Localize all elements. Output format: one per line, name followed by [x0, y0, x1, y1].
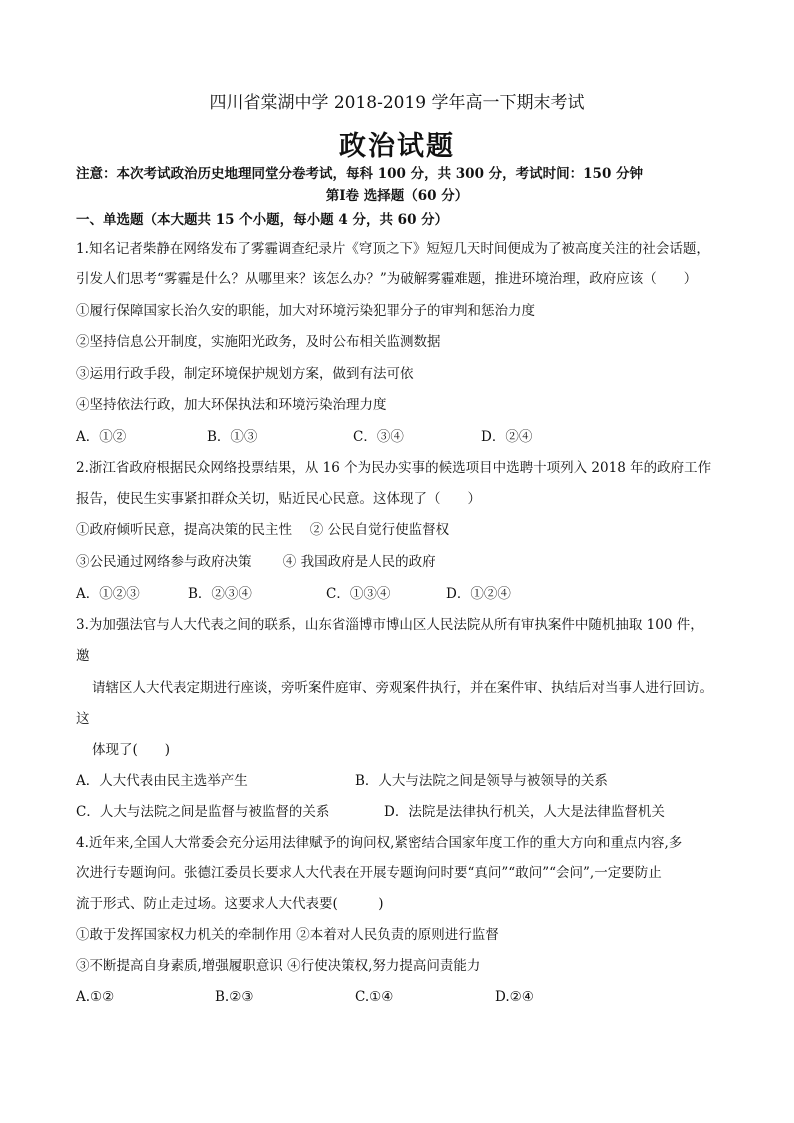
- q2-option-d: D．①②④: [446, 586, 511, 602]
- exam-school-title: 四川省棠湖中学 2018-2019 学年高一下期末考试: [209, 93, 585, 113]
- q1-option-b: B．①③: [207, 429, 258, 445]
- q3-stem-line1-wrap: 邀: [76, 648, 90, 664]
- q1-statement-2: ②坚持信息公开制度，实施阳光政务，及时公布相关监测数据: [76, 334, 441, 350]
- q3-option-d: D．法院是法律执行机关，人大是法律监督机关: [384, 804, 665, 820]
- q2-statements-3-4: ③公民通过网络参与政府决策 ④ 我国政府是人民的政府: [76, 554, 436, 570]
- q3-stem-line1: 3.为加强法官与人大代表之间的联系，山东省淄博市博山区人民法院从所有审执案件中随机抽取 100 件，: [76, 617, 704, 633]
- q4-statements-3-4: ③不断提高自身素质,增强履职意识 ④行使决策权,努力提高问责能力: [76, 958, 481, 974]
- q4-option-a: A.①②: [76, 989, 115, 1005]
- exam-subject-title: 政治试题: [339, 131, 455, 162]
- q2-option-b: B．②③④: [188, 586, 252, 602]
- q3-stem-line3: 体现了( ): [92, 742, 171, 758]
- q1-statement-1: ①履行保障国家长治久安的职能，加大对环境污染犯罪分子的审判和惩治力度: [76, 303, 535, 319]
- q1-statement-4: ④坚持依法行政，加大环保执法和环境污染治理力度: [76, 397, 387, 413]
- q1-option-d: D．②④: [481, 429, 533, 445]
- q1-stem-line1: 1.知名记者柴静在网络发布了雾霾调查纪录片《穹顶之下》短短几天时间便成为了被高度关注的社会话题，: [76, 241, 710, 257]
- q1-statement-3: ③运用行政手段，制定环境保护规划方案，做到有法可依: [76, 366, 414, 382]
- q2-stem-line2: 报告，使民生实事紧扣群众关切，贴近民心民意。这体现了（ ）: [76, 491, 481, 507]
- q3-stem-line2-wrap: 这: [76, 711, 90, 727]
- q1-option-c: C．③④: [353, 429, 404, 445]
- q4-statements-1-2: ①敢于发挥国家权力机关的牵制作用 ②本着对人民负责的原则进行监督: [76, 927, 499, 943]
- q4-option-b: B.②③: [215, 989, 254, 1005]
- q2-statements-1-2: ①政府倾听民意，提高决策的民主性 ② 公民自觉行使监督权: [76, 522, 450, 538]
- q3-option-c: C．人大与法院之间是监督与被监督的关系: [76, 804, 330, 820]
- q4-option-c: C.①④: [355, 989, 394, 1005]
- exam-notice: 注意：本次考试政治历史地理同堂分卷考试，每科 100 分，共 300 分，考试时间：150 分钟: [76, 166, 644, 182]
- part-heading: 第Ⅰ卷 选择题（60 分）: [325, 188, 469, 204]
- q2-option-c: C．①③④: [326, 586, 391, 602]
- q3-option-a: A．人大代表由民主选举产生: [76, 773, 248, 789]
- q3-option-b: B．人大与法院之间是领导与被领导的关系: [355, 773, 608, 789]
- q3-stem-line2: 请辖区人大代表定期进行座谈，旁听案件庭审、旁观案件执行，并在案件审、执结后对当事人进行回访。: [92, 680, 713, 696]
- q4-stem-line3: 流于形式、防止走过场。这要求人大代表要( ): [76, 896, 384, 912]
- q2-stem-line1: 2.浙江省政府根据民众网络投票结果，从 16 个为民办实事的候选项目中选聘十项列入 2018 年的政府工作: [76, 460, 712, 476]
- q4-stem-line1: 4.近年来,全国人大常委会充分运用法律赋予的询问权,紧密结合国家年度工作的重大方向和重点内容,多: [76, 835, 683, 851]
- section-heading: 一、单选题（本大题共 15 个小题，每小题 4 分，共 60 分）: [76, 212, 449, 228]
- q2-option-a: A．①②③: [76, 586, 140, 602]
- q4-stem-line2: 次进行专题询问。张德江委员长要求人大代表在开展专题询问时要“真问”“敢问”“会问”,一定要防止: [76, 865, 662, 881]
- q1-option-a: A．①②: [76, 429, 127, 445]
- q4-option-d: D.②④: [495, 989, 534, 1005]
- q1-stem-line2: 引发人们思考“雾霾是什么？从哪里来？该怎么办？”为破解雾霾难题，推进环境治理，政府应该（ ）: [76, 271, 698, 287]
